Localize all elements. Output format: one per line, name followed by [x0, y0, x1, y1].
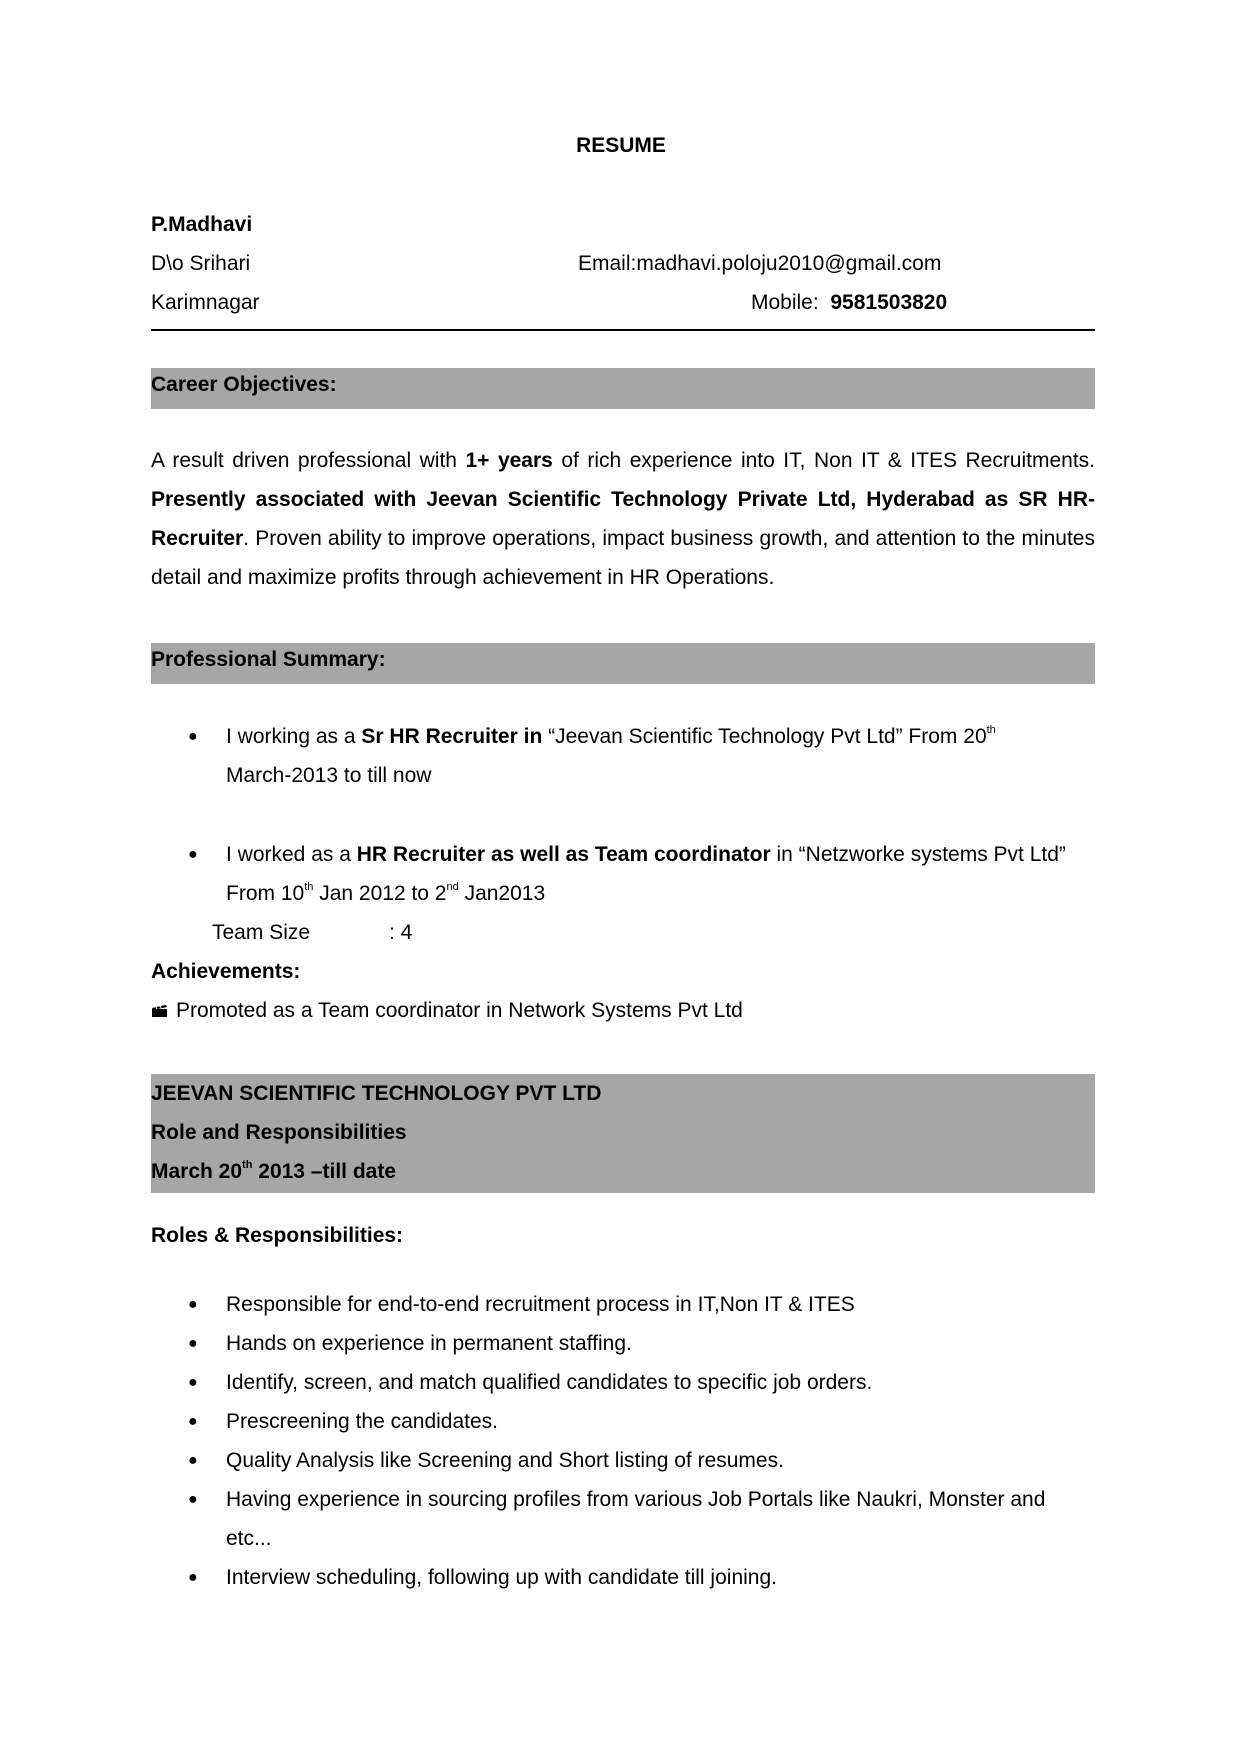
mobile-value: 9581503820: [830, 291, 948, 314]
bullet-icon: ●: [188, 1335, 198, 1352]
summary-item-1-text: I working as a: [226, 725, 362, 748]
company-date-sup: th: [242, 1159, 253, 1171]
roles-item: Identify, screen, and match qualified candidates to specific job orders.: [226, 1371, 873, 1394]
candidate-name: P.Madhavi: [151, 213, 253, 236]
achievement-text: Promoted as a Team coordinator in Network Systems Pvt Ltd: [176, 999, 743, 1022]
career-text-2: of rich experience into IT, Non IT & ITES Recruitments.: [552, 449, 1096, 472]
summary-item-2-text: I worked as a: [226, 843, 357, 866]
career-years: 1+ years: [465, 449, 553, 472]
career-objectives-band: [151, 368, 1095, 409]
mobile-label: Mobile:: [751, 291, 819, 314]
summary-item-1-role: Sr HR Recruiter in: [361, 725, 543, 748]
summary-item-2-date-end: Jan2013: [458, 882, 546, 905]
team-size-label: Team Size: [212, 921, 311, 944]
summary-item-1-date: March-2013 to till now: [226, 764, 432, 787]
roles-item: Interview scheduling, following up with candidate till joining.: [226, 1566, 777, 1589]
bullet-icon: ●: [188, 728, 198, 745]
roles-heading: Roles & Responsibilities:: [151, 1224, 404, 1247]
summary-item-1: [226, 717, 1095, 795]
bullet-icon: ●: [188, 1296, 198, 1313]
professional-summary-band: [151, 643, 1095, 684]
company-date-end: 2013 –till date: [252, 1160, 397, 1183]
career-text-3: . Proven ability to improve operations, impact business growth, and attention to the minutes detail and maximize profits through achievement in HR Operations.: [151, 527, 1095, 589]
bullet-icon: ●: [188, 1569, 198, 1586]
roles-item: Prescreening the candidates.: [226, 1410, 499, 1433]
career-objectives-heading: Career Objectives:: [151, 373, 337, 396]
roles-item: Responsible for end-to-end recruitment process in IT,Non IT & ITES: [226, 1293, 855, 1316]
summary-item-1-company: “Jeevan Scientific Technology Pvt Ltd” From 20: [542, 725, 987, 748]
company-date-start: March 20: [151, 1160, 243, 1183]
bullet-icon: ●: [188, 1452, 198, 1469]
roles-item: Having experience in sourcing profiles from various Job Portals like Naukri, Monster and etc...: [226, 1488, 1046, 1550]
company-name: JEEVAN SCIENTIFIC TECHNOLOGY PVT LTD: [151, 1082, 602, 1105]
email-text: Email:madhavi.poloju2010@gmail.com: [578, 252, 942, 275]
header-divider: [151, 329, 1095, 331]
company-band: [151, 1074, 1095, 1193]
city-text: Karimnagar: [151, 291, 260, 314]
bullet-icon: ●: [188, 846, 198, 863]
career-text-1: A result driven professional with: [151, 449, 466, 472]
summary-item-1-sup: th: [986, 724, 996, 736]
roles-item: Quality Analysis like Screening and Short listing of resumes.: [226, 1449, 784, 1472]
company-role: Role and Responsibilities: [151, 1121, 407, 1144]
roles-item: Hands on experience in permanent staffing.: [226, 1332, 632, 1355]
team-size-value: : 4: [389, 921, 413, 944]
summary-item-2-company: in “Netzworke systems Pvt Ltd” From 10: [226, 843, 1066, 905]
company-date: [151, 1152, 1095, 1191]
career-current-role: Presently associated with Jeevan Scientific Technology Private Ltd, Hyderabad as SR HR-Recruiter: [151, 488, 1095, 550]
mobile-line: [751, 283, 947, 322]
professional-summary-heading: Professional Summary:: [151, 648, 386, 671]
relation-text: D\o Srihari: [151, 252, 251, 275]
page-title: RESUME: [576, 134, 666, 157]
summary-item-2-date: Jan 2012 to 2: [313, 882, 447, 905]
summary-item-2-role: HR Recruiter as well as Team coordinator: [356, 843, 771, 866]
summary-item-2: [226, 835, 1095, 913]
bullet-icon: ●: [188, 1413, 198, 1430]
clapperboard-icon: [151, 1004, 168, 1018]
bullet-icon: ●: [188, 1491, 198, 1508]
achievements-heading: Achievements:: [151, 960, 301, 983]
summary-item-2-sup2: nd: [446, 881, 459, 893]
summary-item-2-sup1: th: [304, 881, 314, 893]
career-objectives-text: [151, 441, 1095, 597]
bullet-icon: ●: [188, 1374, 198, 1391]
achievement-item: [151, 991, 743, 1030]
